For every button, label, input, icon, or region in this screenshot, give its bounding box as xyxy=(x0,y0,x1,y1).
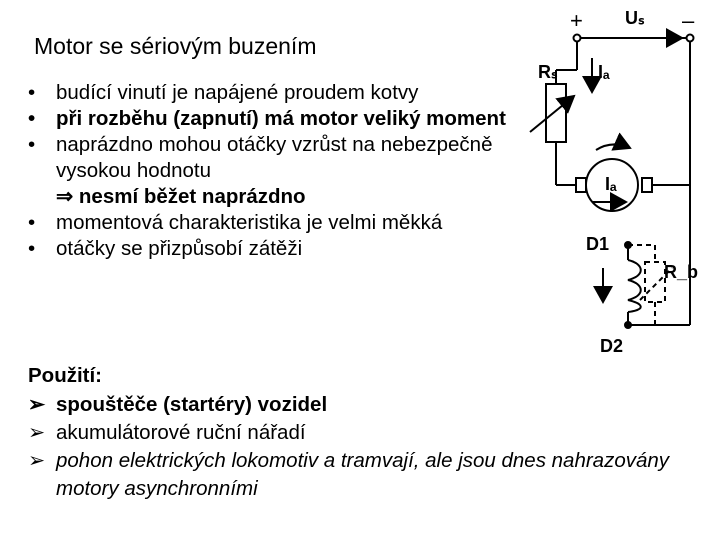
usage-text: spouštěče (startéry) vozidel xyxy=(56,393,328,416)
field-winding xyxy=(628,260,641,312)
arrow-bullet-icon: ➢ xyxy=(28,449,46,472)
plus-label: + xyxy=(570,8,583,33)
bullet-text: budící vinutí je napájené proudem kotvy xyxy=(56,81,419,104)
rs-label: Rₛ xyxy=(538,62,558,82)
usage-text: akumulátorové ruční nářadí xyxy=(56,421,306,444)
bullet-dot-icon: • xyxy=(28,107,36,130)
minus-terminal xyxy=(687,35,694,42)
usage-heading: Použití: xyxy=(28,364,103,387)
rs-resistor xyxy=(546,84,566,142)
usage-text: pohon elektrických lokomotiv a tramvají, ale jsou dnes nahrazovány motory asynchronními xyxy=(56,449,670,500)
bullet-text: naprázdno mohou otáčky vzrůst na nebezpečně vysokou hodnotu xyxy=(56,133,493,182)
minus-label: – xyxy=(682,8,695,33)
d2-label: D2 xyxy=(600,336,624,356)
motor-brush-right xyxy=(642,178,652,192)
bullet-dot-icon: • xyxy=(28,211,36,234)
plus-terminal xyxy=(574,35,581,42)
arrow-bullet-icon: ➢ xyxy=(28,421,46,444)
ia-motor-label: Iₐ xyxy=(605,174,617,194)
bullet-dot-icon: • xyxy=(28,133,36,156)
rb-label: R_b xyxy=(664,262,699,282)
bullet-dot-icon: • xyxy=(28,237,36,260)
d2-node xyxy=(625,322,631,328)
arrow-bullet-icon: ➢ xyxy=(28,393,46,416)
rb-bypass xyxy=(628,245,672,325)
implies-arrow-icon: ⇒ xyxy=(56,185,74,208)
rs-variable-arrow xyxy=(530,96,574,132)
us-label: Uₛ xyxy=(625,8,645,28)
ia-top-label: Iₐ xyxy=(598,62,610,82)
bullet-text: otáčky se přizpůsobí zátěži xyxy=(56,237,303,260)
bullet-dot-icon: • xyxy=(28,81,36,104)
rotation-arrow xyxy=(596,144,630,150)
bullet-text: momentová charakteristika je velmi měkká xyxy=(56,211,443,234)
bullet-text: při rozběhu (zapnutí) má motor veliký moment xyxy=(56,107,506,130)
implication-text: nesmí běžet naprázdno xyxy=(78,185,306,208)
page-title: Motor se sériovým buzením xyxy=(34,33,317,59)
d1-label: D1 xyxy=(586,234,610,254)
motor-brush-left xyxy=(576,178,586,192)
